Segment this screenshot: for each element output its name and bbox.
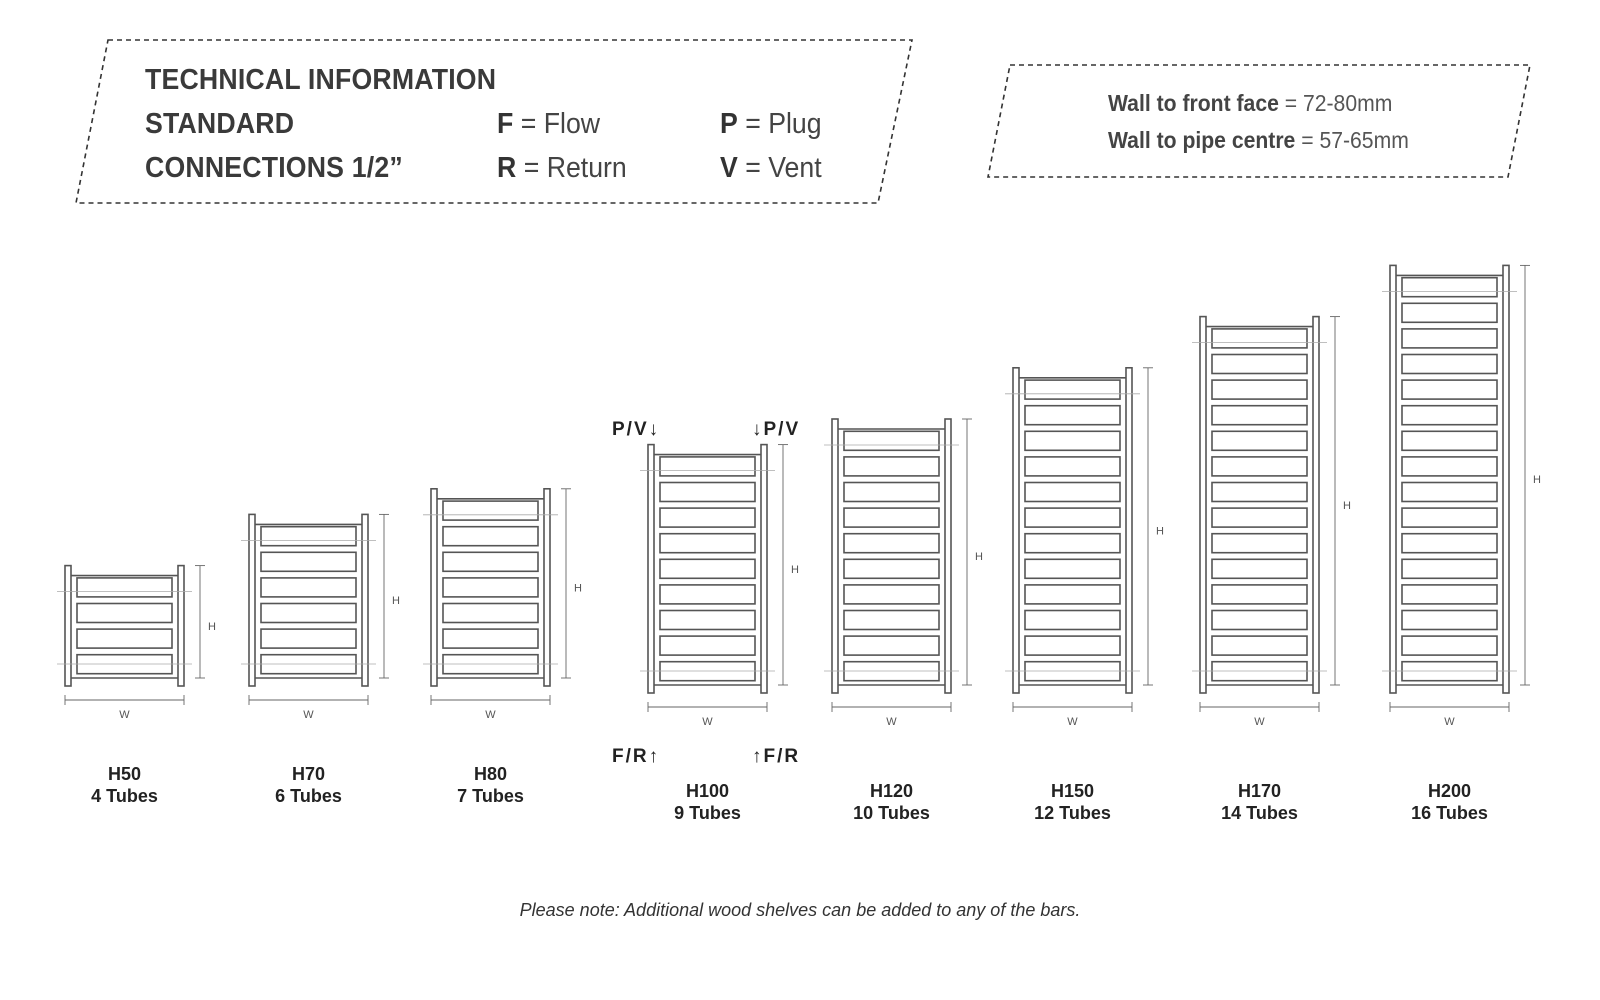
model-name: H100	[685, 781, 730, 801]
width-label: W	[886, 716, 897, 728]
tube	[261, 629, 356, 648]
model-tubes: 16 Tubes	[1411, 803, 1488, 823]
tube	[443, 527, 538, 546]
model-name: H170	[1237, 781, 1282, 801]
model-name: H80	[473, 764, 508, 784]
right-rail	[1313, 317, 1319, 693]
connection-bottom-right: ↑F/R	[752, 746, 801, 767]
tube	[1025, 406, 1120, 425]
technical-info-title: TECHNICAL INFORMATION	[145, 64, 497, 96]
tube	[443, 501, 538, 520]
tube	[261, 552, 356, 571]
left-rail	[431, 489, 437, 686]
left-rail	[648, 445, 654, 693]
tube	[261, 578, 356, 597]
model-tubes: 12 Tubes	[1034, 803, 1111, 823]
tube	[660, 508, 755, 527]
standard-label: STANDARD	[145, 108, 295, 140]
tube	[1025, 508, 1120, 527]
tube	[844, 636, 939, 655]
left-rail	[1390, 265, 1396, 693]
tube	[1212, 406, 1307, 425]
tube	[443, 552, 538, 571]
tube	[1025, 534, 1120, 553]
tube	[844, 483, 939, 502]
tube	[1212, 534, 1307, 553]
tube	[77, 578, 172, 597]
model-tubes: 7 Tubes	[457, 786, 524, 806]
connection-top-right: ↓P/V	[752, 419, 801, 440]
tube	[1212, 636, 1307, 655]
tube	[1402, 329, 1497, 348]
left-rail	[832, 419, 838, 693]
tube	[1212, 508, 1307, 527]
tube	[844, 559, 939, 578]
right-rail	[945, 419, 951, 693]
tube	[1212, 611, 1307, 630]
legend-vent: V = Vent	[720, 152, 822, 184]
height-label: H	[574, 582, 582, 595]
width-label: W	[1444, 716, 1455, 728]
model-tubes: 4 Tubes	[91, 786, 158, 806]
height-label: H	[1533, 474, 1541, 487]
width-label: W	[1254, 716, 1265, 728]
tube	[1212, 585, 1307, 604]
radiator-h50	[57, 566, 216, 806]
radiator-h170	[1192, 317, 1351, 823]
tube	[844, 457, 939, 476]
tube	[1025, 585, 1120, 604]
tube	[443, 629, 538, 648]
height-label: H	[208, 620, 216, 633]
height-label: H	[791, 563, 799, 576]
height-label: H	[392, 595, 400, 608]
tube	[844, 508, 939, 527]
tube	[1212, 355, 1307, 374]
tube	[1402, 483, 1497, 502]
radiator-h120	[824, 419, 983, 823]
legend-return: R = Return	[497, 152, 627, 184]
tube	[1212, 457, 1307, 476]
tube	[1402, 559, 1497, 578]
tube	[443, 604, 538, 623]
tube	[660, 559, 755, 578]
tube	[1212, 483, 1307, 502]
height-label: H	[1343, 499, 1351, 512]
width-label: W	[485, 709, 496, 721]
tube	[844, 534, 939, 553]
tube	[443, 578, 538, 597]
legend-plug: P = Plug	[720, 108, 822, 140]
footnote: Please note: Additional wood shelves can be added to any of the bars.	[519, 900, 1081, 920]
height-label: H	[1156, 525, 1164, 538]
tube	[660, 483, 755, 502]
model-tubes: 6 Tubes	[275, 786, 342, 806]
tube	[844, 585, 939, 604]
tube	[660, 457, 755, 476]
tube	[1025, 636, 1120, 655]
tube	[660, 611, 755, 630]
tube	[1402, 303, 1497, 322]
tube	[1212, 329, 1307, 348]
tube	[1402, 508, 1497, 527]
height-label: H	[975, 551, 983, 563]
left-rail	[65, 566, 71, 686]
tube	[1025, 380, 1120, 399]
tube	[844, 431, 939, 450]
tube	[1025, 611, 1120, 630]
width-label: W	[119, 709, 130, 721]
tube	[1025, 431, 1120, 450]
model-tubes: 14 Tubes	[1221, 803, 1298, 823]
tube	[1212, 380, 1307, 399]
wall-front-face: Wall to front face = 72-80mm	[1108, 90, 1393, 116]
tube	[1402, 611, 1497, 630]
wall-pipe-centre: Wall to pipe centre = 57-65mm	[1108, 127, 1409, 153]
tube	[1025, 559, 1120, 578]
tube	[1402, 585, 1497, 604]
tube	[77, 629, 172, 648]
width-label: W	[303, 709, 314, 721]
tube	[261, 604, 356, 623]
tube	[1212, 559, 1307, 578]
tube	[1402, 431, 1497, 450]
tube	[1402, 278, 1497, 297]
tube	[261, 527, 356, 546]
radiator-h70	[241, 514, 400, 806]
right-rail	[178, 566, 184, 686]
tube	[1212, 431, 1307, 450]
tube	[1025, 483, 1120, 502]
tube	[77, 604, 172, 623]
connection-top-left: P/V↓	[612, 419, 661, 440]
right-rail	[1126, 368, 1132, 693]
model-name: H120	[869, 781, 914, 801]
model-name: H150	[1050, 781, 1095, 801]
model-tubes: 10 Tubes	[853, 803, 930, 823]
radiator-h150	[1005, 368, 1164, 823]
tube	[844, 611, 939, 630]
tube	[1402, 380, 1497, 399]
model-name: H200	[1427, 781, 1472, 801]
width-label: W	[702, 716, 713, 728]
right-rail	[761, 445, 767, 693]
tube	[1402, 355, 1497, 374]
right-rail	[1503, 265, 1509, 693]
width-label: W	[1067, 716, 1078, 728]
tube	[660, 636, 755, 655]
legend-flow: F = Flow	[497, 108, 601, 140]
model-name: H70	[291, 764, 326, 784]
model-name: H50	[107, 764, 142, 784]
connections-label: CONNECTIONS 1/2”	[145, 152, 403, 184]
left-rail	[1200, 317, 1206, 693]
tube	[1402, 636, 1497, 655]
tube	[1402, 406, 1497, 425]
connection-bottom-left: F/R↑	[612, 746, 661, 767]
tube	[660, 534, 755, 553]
tube	[1402, 457, 1497, 476]
model-tubes: 9 Tubes	[674, 803, 741, 823]
left-rail	[1013, 368, 1019, 693]
right-rail	[544, 489, 550, 686]
radiator-h80	[423, 489, 582, 806]
radiator-h200	[1382, 265, 1541, 823]
tube	[1025, 457, 1120, 476]
tube	[660, 585, 755, 604]
tube	[1402, 534, 1497, 553]
